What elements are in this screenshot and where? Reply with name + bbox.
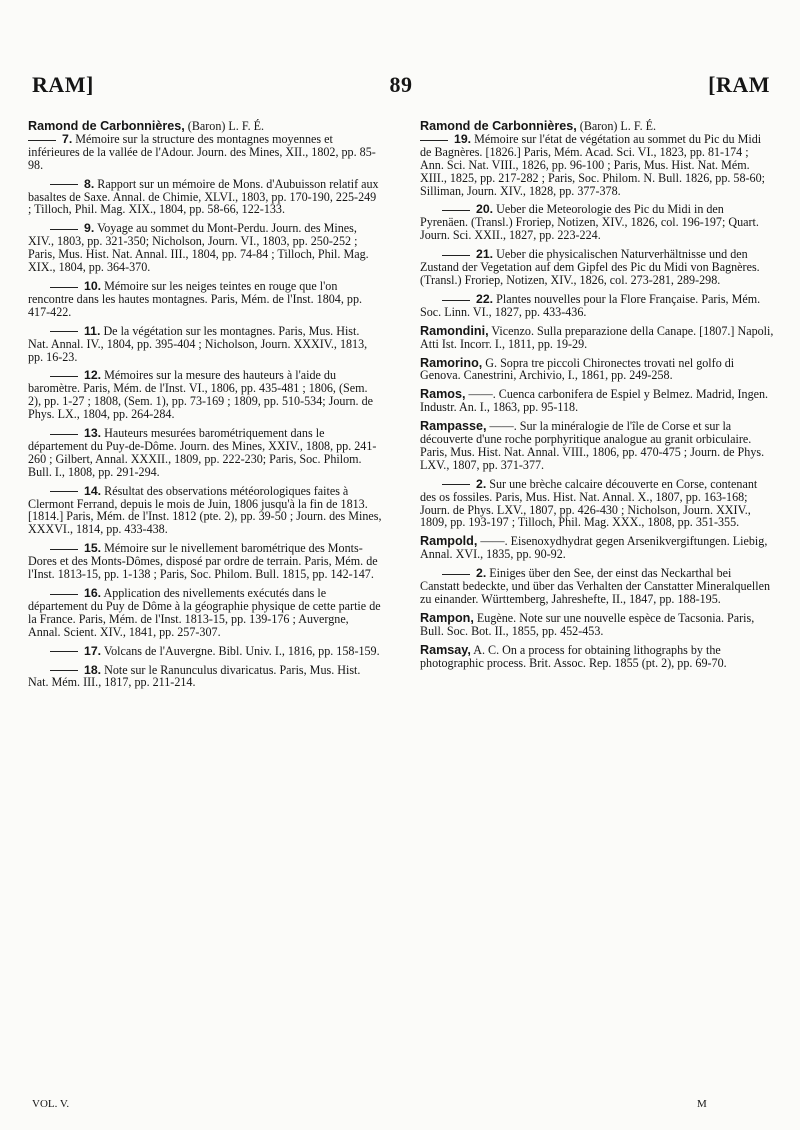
entry-text: Volcans de l'Auvergne. Bibl. Univ. I., 1816, pp. 158-159. xyxy=(101,643,380,658)
ditto-dash xyxy=(50,670,78,671)
author-name: Ramorino, xyxy=(420,355,483,370)
ditto-dash xyxy=(28,140,56,141)
bibliography-entry xyxy=(28,645,382,658)
entry-text: Mémoires sur la mesure des hauteurs à l'aide du baromètre. Paris, Mém. de l'Inst. VI., 1806, pp. 435-481 ; 1806, (Sem. 2), pp. 1-27 ; 1808, (Sem. 1), pp. 73-169 ; 1809, pp. 510-534; Journ. de Phys. LX., 1804, pp. 264-284. xyxy=(28,368,373,422)
entry-number: 19. xyxy=(454,131,472,146)
bibliography-entry xyxy=(420,644,774,670)
ditto-dash xyxy=(442,255,470,256)
ditto-dash xyxy=(50,491,78,492)
bibliography-entry xyxy=(28,542,382,581)
bibliography-entry xyxy=(420,612,774,638)
entry-text: Mémoire sur la structure des montagnes moyennes et inférieures de la vallée de l'Adour. Journ. des Mines, XII., 1802, pp. 85-98. xyxy=(28,131,376,172)
entry-text: Voyage au sommet du Mont-Perdu. Journ. des Mines, XIV., 1803, pp. 321-350; Nicholson, Journ. VI., 1803, pp. 250-252 ; Paris, Mus. Hist. Nat. Annal. III., 1804, pp. 74-84 ; Tilloch, Phil. Mag. XIX., 1804, pp. 364-370. xyxy=(28,221,369,275)
volume-label: VOL. V. xyxy=(32,1098,70,1110)
author-detail: ——. Cuenca carbonifera de Espiel y Belmez. Madrid, Ingen. Industr. An. I., 1863, pp. 95-118. xyxy=(420,387,769,415)
ditto-dash xyxy=(50,549,78,550)
entry-number: 15. xyxy=(84,541,102,556)
entry-number: 16. xyxy=(84,586,102,600)
ditto-dash xyxy=(50,434,78,435)
ditto-dash xyxy=(442,300,470,301)
entry-text: Ueber die physicalischen Naturverhältnisse und den Zustand der Vegetation auf dem Gipfel des Pic du Midi von Bagnères. (Transl.) Froriep, Notizen, XIV., 1826, col. 273-281, 289-298. xyxy=(420,247,760,287)
entry-number: 7. xyxy=(62,131,73,146)
ditto-dash xyxy=(50,287,78,288)
entry-text: Sur une brèche calcaire découverte en Corse, contenant des os fossiles. Paris, Mus. Hist. Nat. Annal. X., 1807, pp. 163-168; Journ. de Phys. LXV., 1807, pp. 426-430 ; Nicholson, Journ. XXIV., 1809, pp. 193-197 ; Tilloch, Phil. Mag. XXX., 1808, pp. 351-355. xyxy=(420,476,758,530)
bibliography-entry xyxy=(28,120,382,172)
author-name: Rampasse, xyxy=(420,419,487,434)
entry-text: Plantes nouvelles pour la Flore Française. Paris, Mém. Soc. Linn. VI., 1827, pp. 433-436. xyxy=(420,291,761,319)
entry-number: 11. xyxy=(84,323,101,338)
bibliography-entry xyxy=(420,535,774,561)
entry-text: Résultat des observations météorologiques faites à Clermont Ferrand, depuis le mois de Juin, 1806 jusqu'à la fin de 1813. [1814.] Paris, Mém. de l'Inst. 1812 (pte. 2), pp. 39-50 ; Journ. des Mines, XXXVI., 1814, pp. 433-438. xyxy=(28,483,382,537)
bibliography-entry xyxy=(28,222,382,274)
entry-text: Application des nivellements exécutés dans le département du Puy de Dôme à la géographie physique de cette partie de la France. Paris, Mém. de l'Inst. 1813-15, pp. 139-176 ; Auvergne, Annal. Scient. XIV., 1841, pp. 257-307. xyxy=(28,586,381,639)
ditto-dash xyxy=(50,229,78,230)
author-name: Rampold, xyxy=(420,534,478,549)
author-name: Ramond de Carbonnières, xyxy=(420,119,577,133)
signature-mark: M xyxy=(697,1098,707,1110)
ditto-dash xyxy=(442,484,470,485)
bibliography-entry xyxy=(420,120,774,197)
ditto-dash xyxy=(442,210,470,211)
left-column xyxy=(28,120,382,695)
author-detail: ——. Eisenoxydhydrat gegen Arsenikvergiftungen. Liebig, Annal. XVI., 1835, pp. 90-92. xyxy=(420,534,768,562)
entry-text: Hauteurs mesurées barométriquement dans le département du Puy-de-Dôme. Journ. des Mines, XXIV., 1808, pp. 241-260 ; Gilbert, Annal. XXXII., 1809, pp. 222-230; Paris, Soc. Philom. Bull. I., 1808, pp. 291-294. xyxy=(28,426,377,479)
entry-number: 2. xyxy=(476,476,487,491)
bibliography-entry xyxy=(28,369,382,421)
entry-number: 2. xyxy=(476,566,487,581)
author-name: Ramond de Carbonnières, xyxy=(28,119,185,133)
entry-text: Mémoire sur les neiges teintes en rouge que l'on rencontre dans les hautes montagnes. Paris, Mém. de l'Inst. 1804, pp. 417-422. xyxy=(28,278,363,319)
bibliography-entry xyxy=(420,357,774,383)
bibliography-entry xyxy=(420,388,774,414)
author-detail: G. Sopra tre piccoli Chironectes trovati nel golfo di Genova. Canestrini, Archivio, I., 1861, pp. 249-258. xyxy=(420,355,735,383)
ditto-dash xyxy=(420,140,448,141)
entry-number: 21. xyxy=(476,247,494,262)
bibliography-entry xyxy=(28,587,382,639)
author-name: Rampon, xyxy=(420,610,474,625)
bibliography-entry xyxy=(28,280,382,319)
bibliography-entry xyxy=(420,293,774,319)
header-left: RAM] xyxy=(32,72,94,97)
author-name: Ramsay, xyxy=(420,642,471,657)
author-detail: A. C. On a process for obtaining lithographs by the photographic process. Brit. Assoc. Rep. 1855 (pt. 2), pp. 69-70. xyxy=(420,642,727,670)
header-right: [RAM xyxy=(708,72,770,97)
bibliography-entry xyxy=(28,485,382,537)
author-detail: (Baron) L. F. É. xyxy=(184,119,265,133)
entry-number: 9. xyxy=(84,221,95,236)
author-name: Ramondini, xyxy=(420,323,489,338)
author-detail: Eugène. Note sur une nouvelle espèce de Tacsonia. Paris, Bull. Soc. Bot. II., 1855, pp. 452-453. xyxy=(420,610,755,638)
entry-text: Mémoire sur le nivellement barométrique des Monts-Dores et des Monts-Dômes, disposé par ordre de terrain. Paris, Mém. de l'Inst. 1813-15, pp. 1-138 ; Paris, Soc. Philom. Bull. 1815, pp. 142-147. xyxy=(28,541,378,582)
bibliography-entry xyxy=(420,248,774,287)
page-number: 89 xyxy=(389,72,413,97)
right-column xyxy=(420,120,774,676)
running-header xyxy=(32,68,770,108)
bibliography-entry xyxy=(420,420,774,472)
entry-text: Ueber die Meteorologie des Pic du Midi in den Pyrenäen. (Transl.) Froriep, Notizen, XIV., 1826, col. 196-197; Quart. Journ. Sci. XXII., 1827, pp. 223-224. xyxy=(420,202,759,243)
author-detail: (Baron) L. F. É. xyxy=(576,119,657,133)
ditto-dash xyxy=(50,331,78,332)
bibliography-entry xyxy=(28,325,382,364)
entry-text: Einiges über den See, der einst das Neckarthal bei Canstatt bedeckte, und über das Verhalten der Canstatter Mineralquellen zu einander. Württemberg, Jahreshefte, II., 1847, pp. 188-195. xyxy=(420,566,771,606)
entry-number: 13. xyxy=(84,426,102,441)
bibliography-entry xyxy=(420,325,774,351)
entry-number: 18. xyxy=(84,662,102,677)
author-detail: Vicenzo. Sulla preparazione della Canape. [1807.] Napoli, Atti Ist. Incorr. I., 1811, pp. 19-29. xyxy=(420,323,774,351)
entry-text: Note sur le Ranunculus divaricatus. Paris, Mus. Hist. Nat. Mém. III., 1817, pp. 211-214. xyxy=(28,662,361,690)
entry-text: Rapport sur un mémoire de Mons. d'Aubuisson relatif aux basaltes de Saxe. Annal. de Chimie, XLVI., 1803, pp. 170-190, 225-249 ; Tilloch, Phil. Mag. XIX., 1804, pp. 58-66, 122-133. xyxy=(28,176,379,217)
bibliography-entry xyxy=(28,178,382,217)
bibliography-entry xyxy=(420,567,774,606)
entry-number: 12. xyxy=(84,368,102,383)
entry-number: 22. xyxy=(476,291,494,306)
entry-number: 17. xyxy=(84,643,102,658)
entry-number: 20. xyxy=(476,202,494,217)
entry-number: 10. xyxy=(84,278,102,293)
author-detail: ——. Sur la minéralogie de l'île de Corse et sur la découverte d'une roche porphyritique analogue au granit orbiculaire. Paris, Mus. Hist. Nat. Annal. VIII., 1806, pp. 470-475 ; Journ. de Phys. LXV., 1807, pp. 371-377. xyxy=(420,419,765,472)
bibliography-entry xyxy=(28,427,382,479)
ditto-dash xyxy=(50,376,78,377)
ditto-dash xyxy=(442,574,470,575)
bibliography-entry xyxy=(28,664,382,690)
entry-number: 14. xyxy=(84,483,102,498)
ditto-dash xyxy=(50,651,78,652)
bibliography-entry xyxy=(420,203,774,242)
entry-text: De la végétation sur les montagnes. Paris, Mus. Hist. Nat. Annal. IV., 1804, pp. 395-404 ; Nicholson, Journ. XXXIV., 1813, pp. 16-23. xyxy=(28,323,368,364)
ditto-dash xyxy=(50,594,78,595)
ditto-dash xyxy=(50,184,78,185)
entry-number: 8. xyxy=(84,176,95,191)
entry-text: Mémoire sur l'état de végétation au sommet du Pic du Midi de Bagnères. [1826.] Paris, Mém. Acad. Sci. VI., 1823, pp. 81-174 ; Ann. Sci. Nat. VIII., 1826, pp. 96-100 ; Paris, Mus. Hist. Nat. Mém. XIII., 1825, pp. 217-282 ; Paris, Soc. Philom. N. Bull. 1826, pp. 58-60; Silliman, Journ. XIV., 1828, pp. 377-378. xyxy=(420,131,766,198)
author-name: Ramos, xyxy=(420,387,466,402)
bibliography-entry xyxy=(420,478,774,530)
